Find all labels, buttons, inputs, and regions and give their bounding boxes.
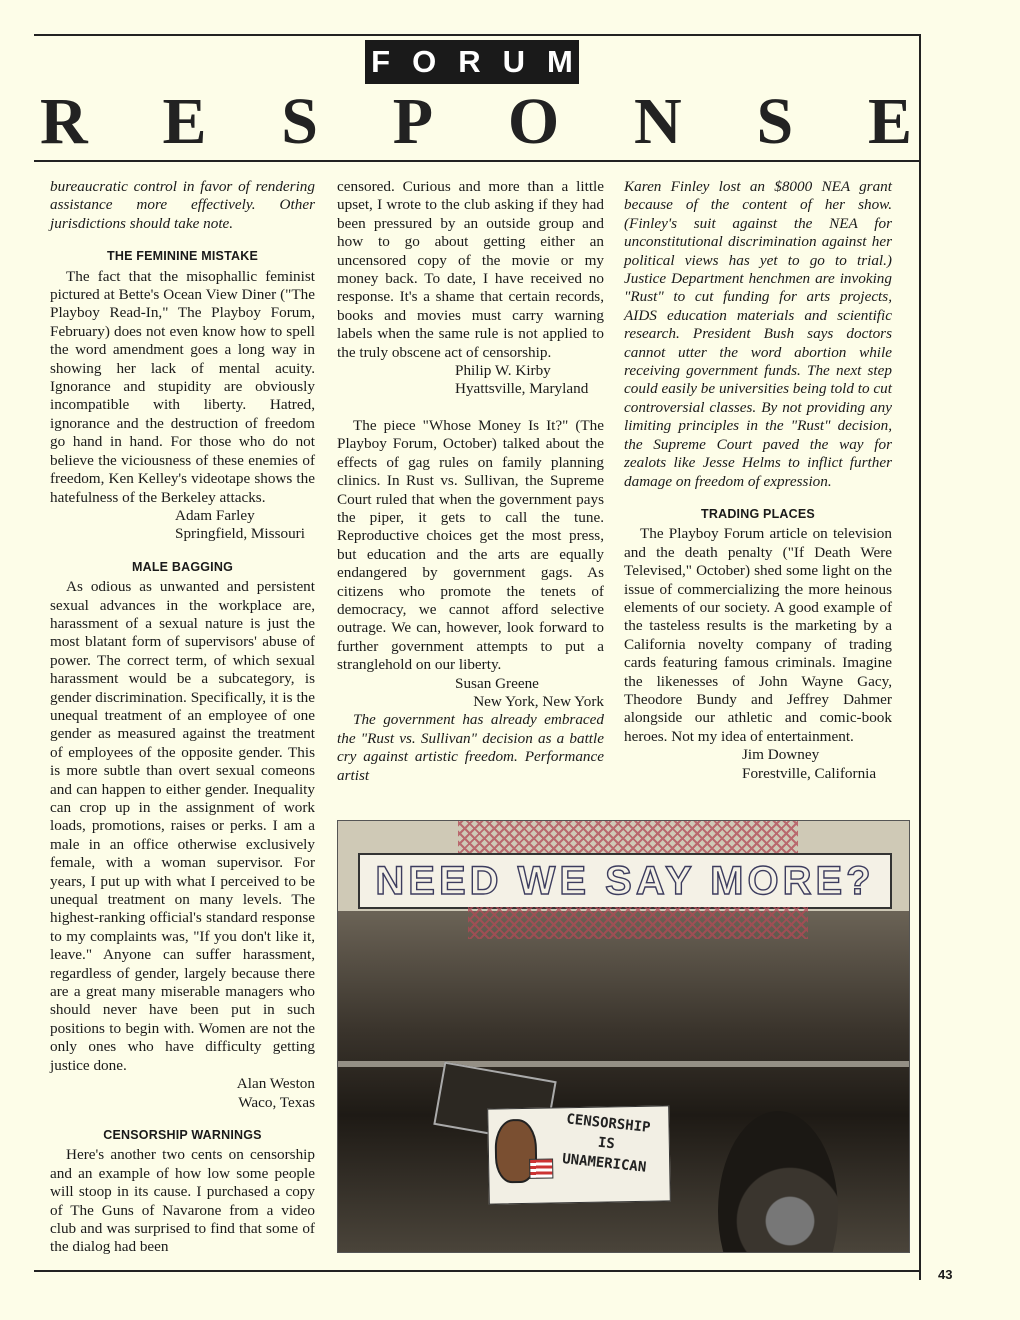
title-letter: S <box>756 85 794 158</box>
signature-name: Alan Weston <box>236 1075 315 1093</box>
sticker-line: CENSORSHIP <box>565 1111 652 1136</box>
title-letter: P <box>392 85 434 158</box>
column-1 <box>50 178 315 1257</box>
title-letter: E <box>162 85 207 158</box>
intro-paragraph: bureaucratic control in favor of rendering assistance more effectively. Other jurisdictions should take note. <box>50 178 315 232</box>
top-rule <box>34 34 920 36</box>
signature-place: Springfield, Missouri <box>175 525 305 543</box>
section-label-text: FORUM <box>371 44 595 79</box>
signature-place: Hyattsville, Maryland <box>455 380 589 398</box>
letter-body: The piece "Whose Money Is It?" (The Playboy Forum, October) talked about the effects of gag rules on family planning clinics. In Rust vs. Sullivan, the Supreme Court ruled that when the government pays the piper, it gets to call the tune. Reproductive choices get the most press, but education and the arts are equally endangered by government gags. As citizens who promote the tenets of democracy, we cannot afford selective outrage. We can, however, look forward to further government attempts to put a stranglehold on our liberty. <box>337 416 604 674</box>
editor-reply: The government has already embraced the "Rust vs. Sullivan" decision as a battle cry against artistic freedom. Performance artist <box>337 711 604 784</box>
photo-banner <box>358 853 892 909</box>
signature <box>50 1075 315 1112</box>
signature <box>455 675 604 712</box>
letter-heading: MALE BAGGING <box>131 559 233 574</box>
banner-pattern-top <box>458 821 798 853</box>
signature <box>175 507 315 544</box>
title-letter: R <box>40 85 88 158</box>
letter-heading: THE FEMININE MISTAKE <box>107 249 258 264</box>
signature <box>742 746 892 783</box>
page-title <box>40 86 912 158</box>
banner-pattern-bottom <box>468 907 808 939</box>
page-number: 43 <box>938 1267 953 1282</box>
column-2 <box>337 178 604 785</box>
letter-body: As odious as unwanted and persistent sexual advances in the workplace are, harassment of a sexual nature is just the most blatant form of supervisors' abuse of power. The correct term, of which sexual harassment would be a subcategory, is gender discrimination. Specifically, it is the unequal treatment of an employee of one gender as measured against the treatment of employees of the opposite gender. This is more subtle than overt sexual comeons and can happen to either gender. Inequality can crop up in the assignment of work loads, promotions, raises or perks. I am a male in an office otherwise exclusively female, with a woman supervisor. For years, I put up with what I perceived to be unequal treatment on many levels. The highest-ranking official's standard response to my complaints was, "If you don't like it, leave." Anyone can suffer harassment, regardless of gender, largely because there are a great many miserable managers who should never have been put in such positions to begin with. Women are not the only ones who have difficulty getting justice done. <box>50 578 315 1074</box>
title-letter: N <box>634 85 682 158</box>
chrome-trim <box>338 1061 909 1067</box>
bottom-rule <box>34 1270 920 1272</box>
signature-place: New York, New York <box>473 692 604 710</box>
sticker-line: IS <box>597 1134 616 1153</box>
bumper-sticker-text <box>546 1108 667 1180</box>
signature-place: Waco, Texas <box>238 1093 315 1111</box>
right-rule <box>919 34 921 1280</box>
letter-heading: TRADING PLACES <box>701 506 815 521</box>
editor-reply: Karen Finley lost an $8000 NEA grant because of the content of her show. (Finley's suit against the NEA for unconstitutional discrimination against her political views has yet to go to trial.) Justice Department henchmen are invoking "Rust" to cut funding for arts projects, AIDS education materials and scientific research. President Bush says doctors cannot utter the word abortion while receiving government funds. The next step could easily be universities being told to cut controversial classes. By not providing any limiting principles in the "Rust" decision, the Supreme Court paved the way for zealots like Jesse Helms to inflict further damage on freedom of expression. <box>624 178 892 490</box>
photo-banner-text: NEED WE SAY MORE? <box>375 858 875 903</box>
title-letter: E <box>867 85 912 158</box>
letter-body: censored. Curious and more than a little upset, I wrote to the club asking if they had been pressured by an outside group and how to go about getting either an uncensored copy of the movie or my money back. To date, I have received no response. It's a shame that certain records, books and movies must carry warning labels when the same rule is not applied to the truly obscene act of censorship. <box>337 178 604 361</box>
title-letter: O <box>507 85 560 158</box>
letter-body: The Playboy Forum article on television and the death penalty ("If Death Were Televised," October) shed some light on the issue of commercializing the more heinous elements of our society. A good example of the tasteless results is the marketing by a California novelty company of trading cards featuring famous criminals. Imagine the likenesses of John Wayne Gacy, Theodore Bundy and Jeffrey Dahmer alongside our athletic and comic-book heroes. Not my idea of entertainment. <box>624 525 892 745</box>
signature <box>455 362 604 399</box>
sticker-line: UNAMERICAN <box>561 1151 647 1176</box>
signature-name: Susan Greene <box>455 674 539 692</box>
title-rule <box>34 160 920 162</box>
section-label <box>365 40 595 84</box>
title-letter: S <box>281 85 318 158</box>
taillight <box>718 1111 838 1253</box>
signature-place: Forestville, California <box>742 764 877 782</box>
letter-heading: CENSORSHIP WARNINGS <box>103 1127 262 1142</box>
letter-body: The fact that the misophallic feminist pictured at Bette's Ocean View Diner ("The Playboy Read-In," The Playboy Forum, February) does not even know how to spell the word amendment goes a long way in showing her lack of mental acuity. Ignorance and stupidity are obviously incompatible with liberty. Hatred, ignorance and the destruction of freedom go hand in hand. For those who do not believe the viciousness of these enemies of freedom, Ken Kelley's videotape shows the hatefulness of the Berkeley attacks. <box>50 267 315 506</box>
letter-body: Here's another two cents on censorship and an example of how low some people will stoop in its cause. I purchased a copy of The Guns of Navarone from a video club and was surprised to find that some of the dialog had been <box>50 1146 315 1256</box>
signature-name: Philip W. Kirby <box>455 362 551 380</box>
signature-name: Jim Downey <box>742 746 820 764</box>
signature-name: Adam Farley <box>175 506 255 524</box>
bumper-sticker <box>487 1105 671 1204</box>
car-photo <box>337 820 910 1253</box>
column-3 <box>624 178 892 783</box>
